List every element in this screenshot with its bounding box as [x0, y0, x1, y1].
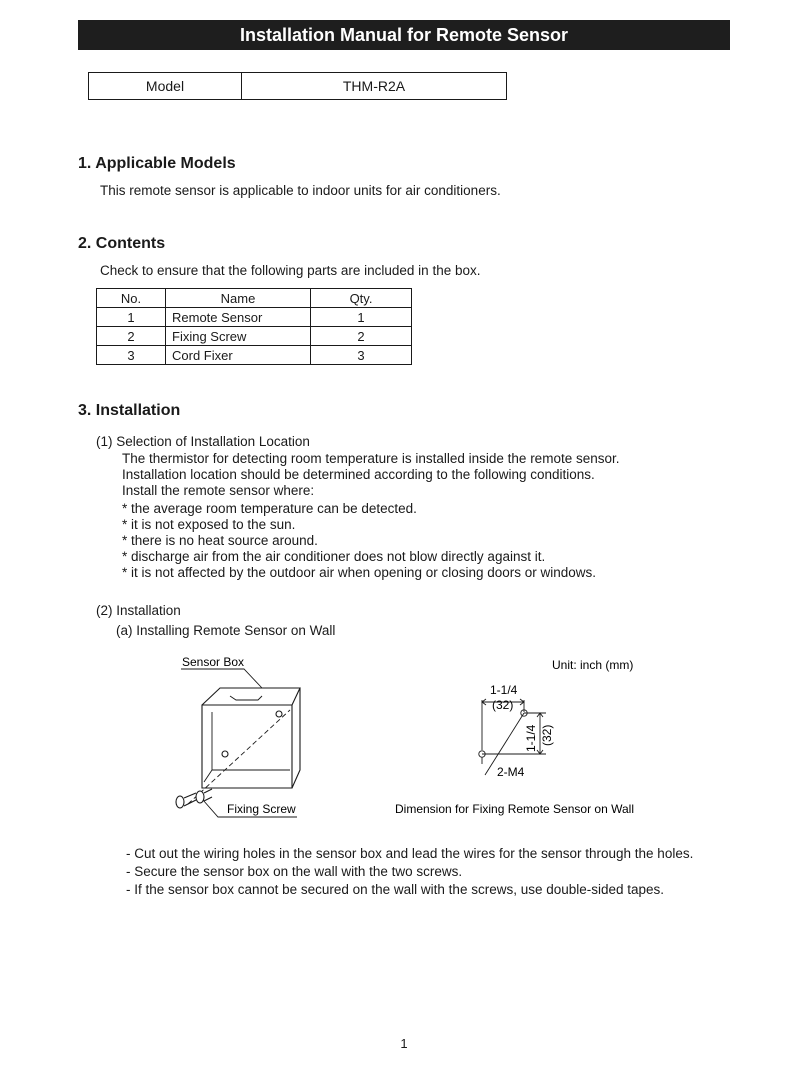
subsection-1-line: Install the remote sensor where: — [122, 483, 315, 498]
section-1-heading: 1. Applicable Models — [78, 155, 236, 172]
subsection-2-title: (2) Installation — [96, 603, 181, 618]
subsection-2a-title: (a) Installing Remote Sensor on Wall — [116, 623, 336, 638]
model-label: Model — [89, 73, 242, 100]
cell-qty: 3 — [311, 346, 412, 365]
cell-name: Cord Fixer — [166, 346, 311, 365]
col-name: Name — [166, 289, 311, 308]
list-item: * discharge air from the air conditioner does not blow directly against it. — [122, 549, 546, 564]
dimension-vertical-mm: (32) — [540, 724, 554, 746]
parts-table-header — [97, 289, 412, 308]
dimension-horizontal-mm: (32) — [492, 698, 514, 712]
cell-qty: 1 — [311, 308, 412, 327]
model-value: THM-R2A — [242, 73, 507, 100]
cell-name: Remote Sensor — [166, 308, 311, 327]
sensor-box-drawing — [188, 688, 300, 804]
cell-no: 3 — [97, 346, 166, 365]
sensor-box-label: Sensor Box — [182, 655, 245, 669]
model-table — [88, 72, 507, 100]
section-2-heading: 2. Contents — [78, 235, 166, 252]
cell-qty: 2 — [311, 327, 412, 346]
list-item: * it is not exposed to the sun. — [122, 517, 296, 532]
table-row — [97, 327, 412, 346]
unit-label: Unit: inch (mm) — [552, 658, 634, 672]
holes-label: 2-M4 — [497, 765, 525, 779]
cell-no: 2 — [97, 327, 166, 346]
fixing-screw-label: Fixing Screw — [227, 802, 296, 816]
installation-notes-list — [126, 845, 693, 899]
table-row — [97, 346, 412, 365]
cell-no: 1 — [97, 308, 166, 327]
section-3-heading: 3. Installation — [78, 402, 181, 419]
dimension-horizontal-label: 1-1/4 — [490, 683, 518, 697]
list-item: * the average room temperature can be detected. — [122, 501, 417, 516]
section-2-text: Check to ensure that the following parts are included in the box. — [100, 263, 481, 278]
list-item: * it is not affected by the outdoor air when opening or closing doors or windows. — [122, 565, 597, 580]
section-1-text: This remote sensor is applicable to indoor units for air conditioners. — [100, 183, 501, 198]
subsection-1-title: (1) Selection of Installation Location — [96, 434, 310, 449]
subsection-1-line: Installation location should be determined according to the following conditions. — [122, 467, 595, 482]
list-item: * there is no heat source around. — [122, 533, 318, 548]
location-conditions-list — [122, 501, 596, 581]
table-row — [97, 308, 412, 327]
figure-caption: Dimension for Fixing Remote Sensor on Wall — [395, 802, 634, 816]
dimension-vertical-label: 1-1/4 — [524, 724, 538, 752]
list-item: - Cut out the wiring holes in the sensor box and lead the wires for the sensor through the holes. — [126, 846, 694, 861]
list-item: - Secure the sensor box on the wall with the two screws. — [126, 864, 463, 879]
col-qty: Qty. — [311, 289, 412, 308]
document-title: Installation Manual for Remote Sensor — [78, 20, 730, 50]
page-number: 1 — [400, 1036, 408, 1051]
subsection-1-line: The thermistor for detecting room temperature is installed inside the remote sensor. — [122, 451, 620, 466]
parts-table — [96, 288, 412, 365]
installation-figure — [0, 640, 808, 825]
cell-name: Fixing Screw — [166, 327, 311, 346]
list-item: - If the sensor box cannot be secured on the wall with the screws, use double-sided tapes. — [126, 882, 665, 897]
col-no: No. — [97, 289, 166, 308]
